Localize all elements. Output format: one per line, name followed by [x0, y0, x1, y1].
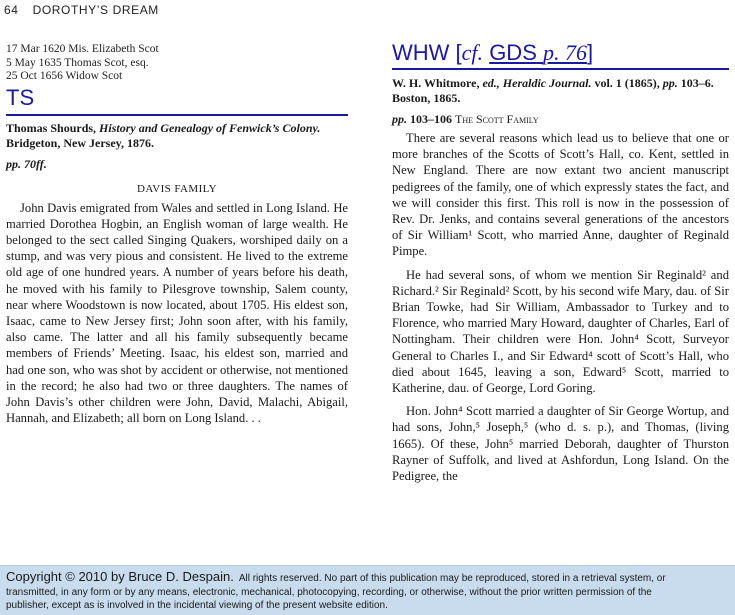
family-title: DAVIS FAMILY	[137, 182, 217, 195]
citation-title: History and Genealogy of Fenwick’s Colony.	[99, 120, 321, 135]
gds-link-page[interactable]: p. 76	[543, 40, 587, 65]
copyright-footer	[0, 565, 735, 615]
source-code: WHW	[392, 40, 450, 65]
rights-line-3: publisher, except as is involved in the incidental viewing of the present website edition.	[6, 600, 388, 611]
pages-value: 70ff.	[24, 156, 47, 171]
section-title-ts: TS	[6, 84, 35, 110]
body-paragraph: John Davis emigrated from Wales and settled in Long Island. He married Dorothea Hogbin, an English woman of large wealth. He belonged to the sect called Singing Quakers, worshiped daily on a stump, and was very pious and consistent. He lived to the extreme old age of one hundred years. A number of years before his death, he moved with his family to Pilesgrove township, Salem county, near where Woodstown is now located, about 1705. His eldest son, Isaac, came to New Jersey first; John soon after, with his family, also came. The latter and all his family subsequently became members of Friends’ Meeting. Isaac, his eldest son, married and had one son, who was shot by accident or otherwise, not mentioned in the record; he also had two or three daughters. The names of John Davis’s other children were John, David, Malachi, Abigail, Hannah, and Elizabeth; all born on Long Island. . .	[6, 200, 348, 426]
gds-link-code[interactable]: GDS	[489, 40, 537, 65]
citation-author: Thomas Shourds,	[6, 120, 97, 135]
running-title: DOROTHY’S DREAM	[32, 3, 159, 17]
pages-value: 103–106	[410, 112, 452, 126]
gds-link[interactable]	[489, 40, 587, 65]
citation-pp: pp.	[662, 76, 678, 90]
section-rule	[392, 68, 729, 70]
citation-title: Heraldic Journal.	[502, 76, 592, 90]
page-reference	[6, 157, 348, 172]
bracket-close: ]	[587, 40, 594, 65]
citation-publication: 103–6. Boston, 1865.	[392, 76, 714, 105]
body-paragraph: He had several sons, of whom we mention Sir Reginald² and Richard.² Sir Reginald² Scott, by his second wife Mary, dau. of Sir Brian Towke, had Sir William, Ambassador to Turkey and to Florence, who married Mary Howard, daughter of Charles, Earl of Nottingham. Their children were Hon. John⁴ Scott, Surveyor General to Charles I., and Sir Edward⁴ scott of Scott’s Hall, who died about 1645, leaving a son, Edward⁵ Scott, married to Katherine, dau. of George, Lord Goring.	[392, 267, 729, 396]
cf-label: cf.	[461, 40, 484, 65]
right-column	[392, 39, 729, 484]
date-list	[6, 43, 348, 84]
body-paragraph: There are several reasons which lead us to believe that one or more branches of the Scotts of Scott’s Hall, co. Kent, settled in New England. There are now extant two ancient manuscript pedigrees of the family, one of which expressly states the fact, and we will consider this first. This roll is now in the possession of Rev. Dr. Jenks, and contains several generations of the ancestors of Sir William¹ Scott, who married Anne, daughter of Reginald Pimpe.	[392, 131, 729, 259]
citation-ed: ed.,	[482, 76, 500, 90]
bracket-open: [	[455, 40, 462, 65]
pages-prefix: pp.	[6, 156, 21, 171]
source-citation	[6, 121, 348, 151]
body-paragraph: Hon. John⁴ Scott married a daughter of Sir George Wortup, and had sons, John,⁵ Joseph,⁵ (who d. s. p.), and Thomas, (living 1665). Of these, John⁵ married Deborah, daughter of Thurston Rayner of Suffolk, and lived at Ashfordun, Long Island. On the Pedigree, the	[392, 404, 729, 484]
section-rule	[6, 114, 348, 116]
date-entry: 17 Mar 1620 Mis. Elizabeth Scot	[6, 43, 159, 55]
date-entry: 25 Oct 1656 Widow Scot	[6, 70, 123, 82]
citation-volume: vol. 1 (1865),	[594, 76, 660, 90]
article-title: The Scott Family	[455, 112, 539, 126]
copyright-notice: Copyright © 2010 by Bruce D. Despain.	[6, 569, 234, 584]
section-heading-whw	[392, 39, 729, 66]
running-header	[4, 3, 159, 17]
rights-line-2: transmitted, in any form or by any means, electronic, mechanical, photocopying, recording, or otherwise, without the prior written permission of the	[6, 587, 652, 598]
citation-author: W. H. Whitmore,	[392, 76, 480, 90]
pages-prefix: pp.	[392, 112, 407, 126]
page-reference	[392, 112, 729, 127]
page-number: 64	[4, 3, 19, 17]
date-entry: 5 May 1635 Thomas Scot, esq.	[6, 56, 149, 69]
source-citation	[392, 76, 729, 106]
rights-line-1: All rights reserved. No part of this publication may be reproduced, stored in a retrieval system, or	[238, 573, 666, 584]
left-column	[6, 43, 348, 426]
citation-publication: Bridgeton, New Jersey, 1876.	[6, 135, 154, 150]
